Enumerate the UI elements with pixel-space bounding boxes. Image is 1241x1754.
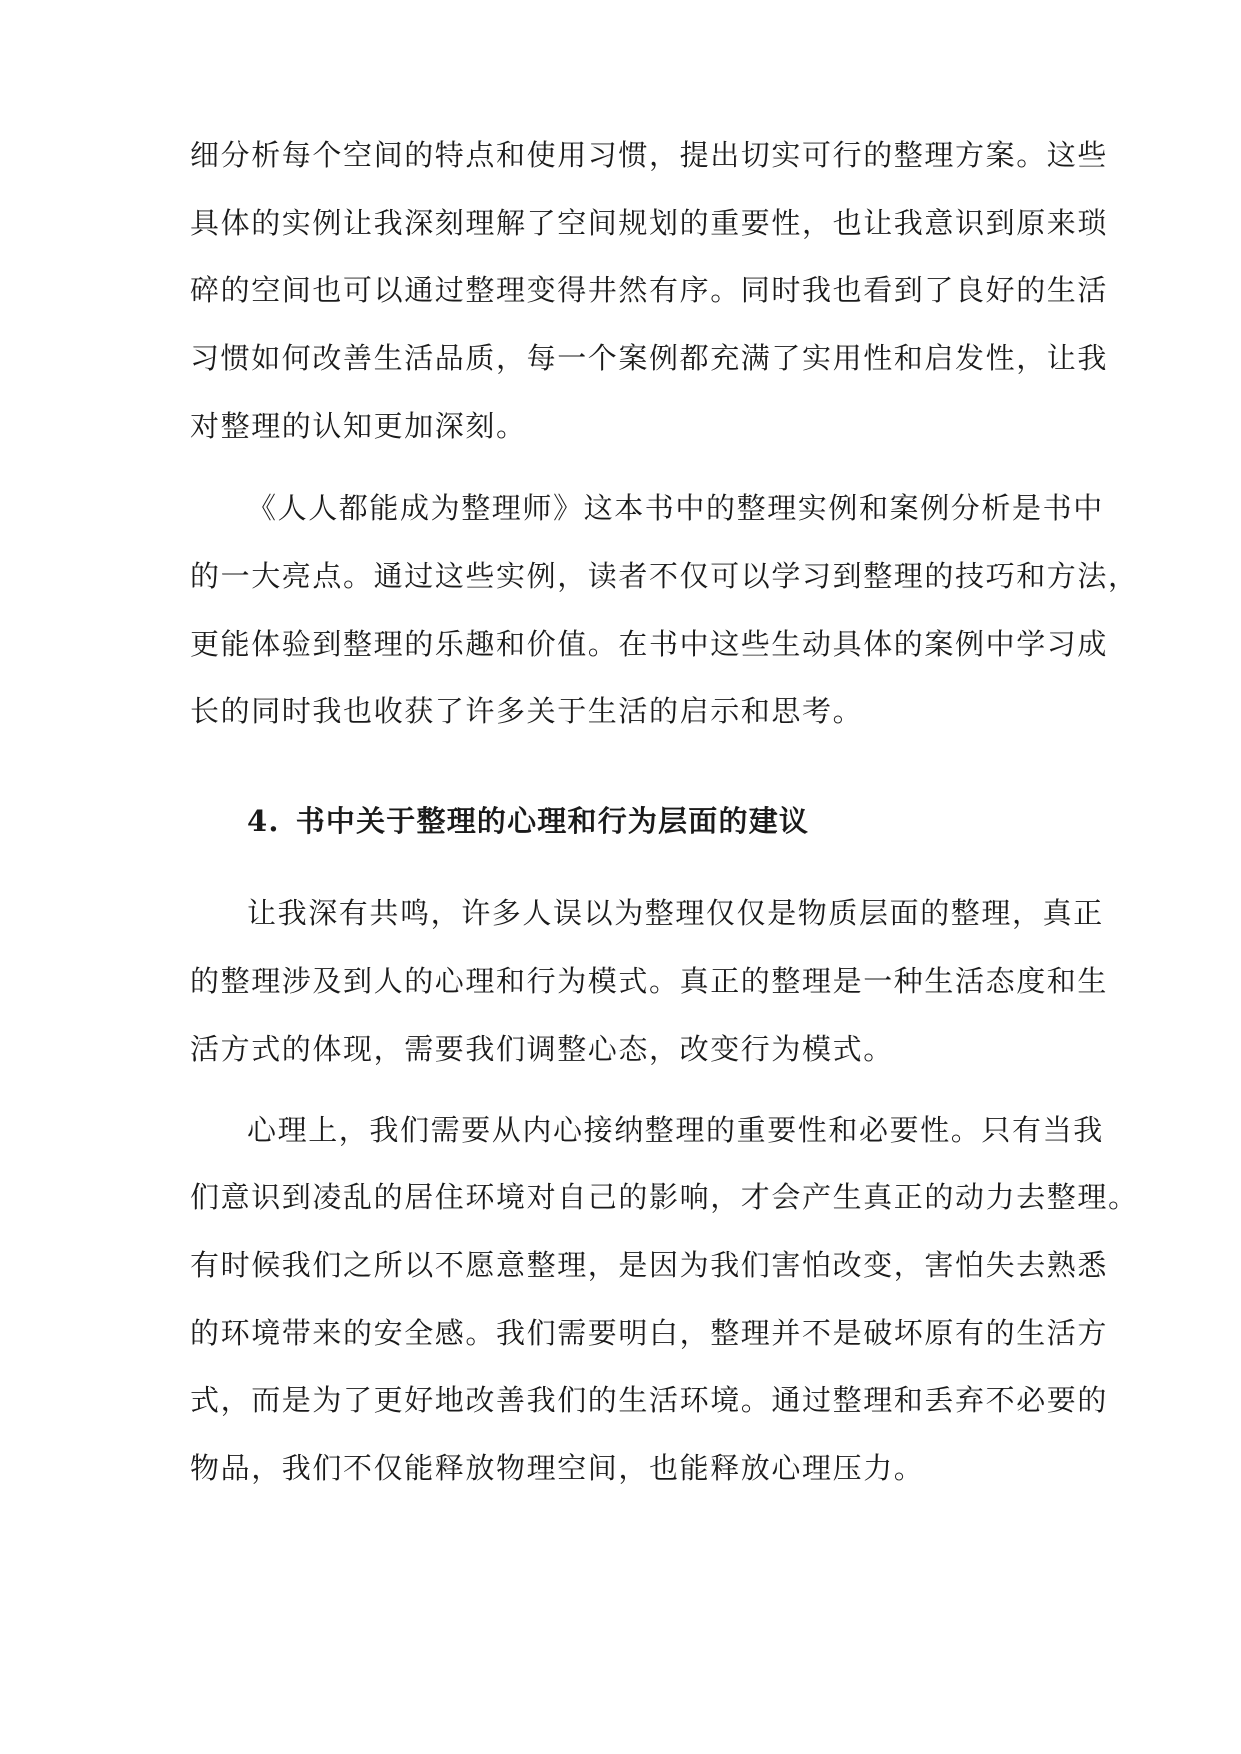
text-line: 的一大亮点。通过这些实例，读者不仅可以学习到整理的技巧和方法， bbox=[190, 559, 1139, 593]
text-line: 心理上，我们需要从内心接纳整理的重要性和必要性。只有当我 bbox=[247, 1113, 1104, 1147]
text-line: 碎的空间也可以通过整理变得井然有序。同时我也看到了良好的生活 bbox=[190, 273, 1109, 307]
text-line: 让我深有共鸣，许多人误以为整理仅仅是物质层面的整理，真正 bbox=[247, 896, 1104, 930]
text-line: 活方式的体现，需要我们调整心态，改变行为模式。 bbox=[190, 1032, 894, 1066]
section-heading bbox=[247, 801, 809, 841]
text-line: 细分析每个空间的特点和使用习惯，提出切实可行的整理方案。这些 bbox=[190, 138, 1109, 172]
text-line: 的环境带来的安全感。我们需要明白，整理并不是破坏原有的生活方 bbox=[190, 1316, 1109, 1350]
section-title: 书中关于整理的心理和行为层面的建议 bbox=[295, 804, 810, 838]
text-line: 的整理涉及到人的心理和行为模式。真正的整理是一种生活态度和生 bbox=[190, 964, 1109, 998]
text-line: 式，而是为了更好地改善我们的生活环境。通过整理和丢弃不必要的 bbox=[190, 1383, 1109, 1417]
text-line: 们意识到凌乱的居住环境对自己的影响，才会产生真正的动力去整理。 bbox=[190, 1180, 1139, 1214]
text-line: 《人人都能成为整理师》这本书中的整理实例和案例分析是书中 bbox=[247, 491, 1104, 525]
text-line: 对整理的认知更加深刻。 bbox=[190, 409, 527, 443]
section-number: 4. bbox=[247, 804, 280, 838]
text-line: 更能体验到整理的乐趣和价值。在书中这些生动具体的案例中学习成 bbox=[190, 627, 1109, 661]
text-line: 具体的实例让我深刻理解了空间规划的重要性，也让我意识到原来琐 bbox=[190, 206, 1109, 240]
text-line: 长的同时我也收获了许多关于生活的启示和思考。 bbox=[190, 694, 864, 728]
text-line: 有时候我们之所以不愿意整理，是因为我们害怕改变，害怕失去熟悉 bbox=[190, 1248, 1109, 1282]
text-line: 习惯如何改善生活品质，每一个案例都充满了实用性和启发性，让我 bbox=[190, 341, 1109, 375]
text-line: 物品，我们不仅能释放物理空间，也能释放心理压力。 bbox=[190, 1451, 925, 1485]
